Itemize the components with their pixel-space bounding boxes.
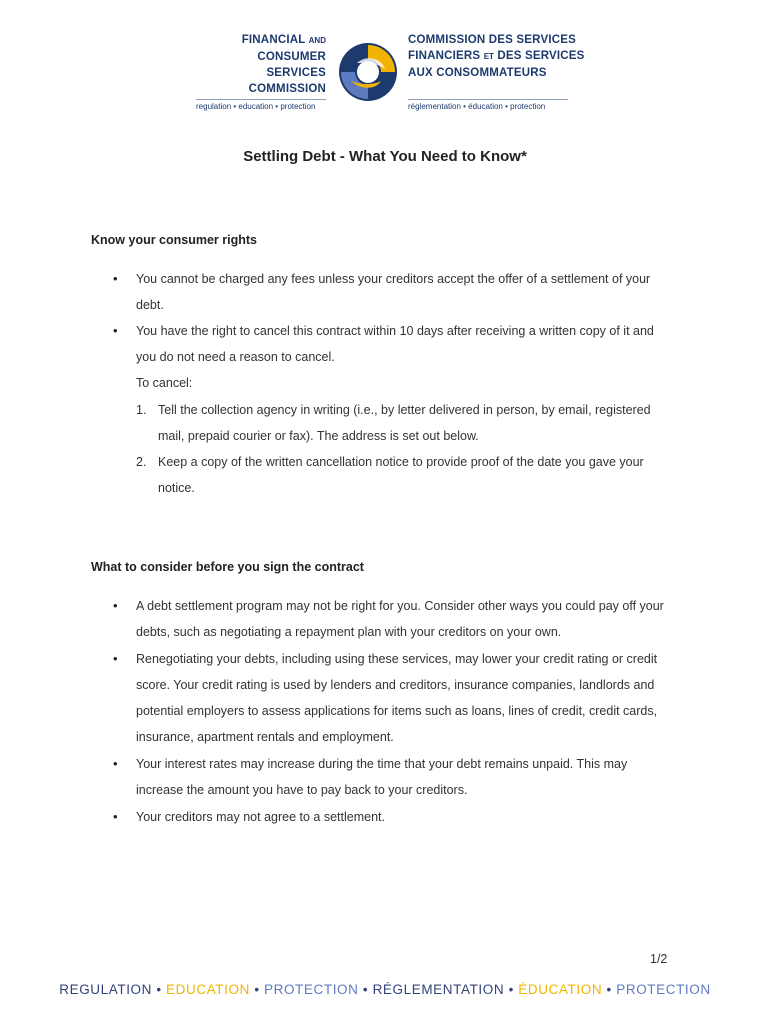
footer-separator: • [156, 982, 162, 997]
footer-separator: • [254, 982, 260, 997]
section-heading-before-signing: What to consider before you sign the contract [91, 560, 364, 574]
step-line: Keep a copy of the written cancellation notice to provide proof of the date you gave your [158, 455, 644, 469]
fcnb-emblem-icon [337, 41, 399, 103]
list-item-line: insurance, apartment rentals and employment. [136, 730, 394, 744]
letterhead [0, 20, 770, 111]
cancel-label: To cancel: [136, 376, 193, 390]
footer-tagline [0, 982, 770, 997]
footer-separator: • [362, 982, 369, 997]
footer-word: EDUCATION [166, 982, 250, 997]
step-number: 2. [136, 455, 147, 469]
footer-word: REGULATION [59, 982, 152, 997]
footer-separator: • [606, 982, 612, 997]
list-item-line: A debt settlement program may not be right for you. Consider other ways you could pay off your [136, 599, 664, 613]
list-item-line: increase the amount you have to pay back to your creditors. [136, 783, 468, 797]
list-item-line: debts, such as negotiating a repayment plan with your creditors on your own. [136, 625, 562, 639]
bullet-icon: • [113, 598, 118, 613]
list-item-line: You have the right to cancel this contract within 10 days after receiving a written copy of it and [136, 324, 654, 338]
bullet-icon: • [113, 271, 118, 286]
list-item-line: debt. [136, 298, 164, 312]
bullet-icon: • [113, 809, 118, 824]
footer-word: ÉDUCATION [518, 982, 603, 997]
step-line: Tell the collection agency in writing (i.e., by letter delivered in person, by email, registered [158, 403, 651, 417]
list-item-line: score. Your credit rating is used by lenders and creditors, insurance companies, landlords and [136, 678, 655, 692]
list-item-line: Your interest rates may increase during the time that your debt remains unpaid. This may [136, 757, 628, 771]
logo-english-name: FINANCIAL AND CONSUMER SERVICES COMMISSION [241, 34, 326, 95]
step-number: 1. [136, 403, 147, 417]
page-number: 1/2 [650, 952, 668, 966]
footer-word: RÉGLEMENTATION [372, 982, 505, 997]
step-line: mail, prepaid courier or fax). The address is set out below. [158, 429, 479, 443]
logo-rule-right [408, 99, 568, 100]
list-item-line: potential employers to assess applications for items such as loans, lines of credit, credit cards, [136, 704, 658, 718]
tagline-english: regulation • education • protection [196, 102, 316, 111]
bullet-icon: • [113, 651, 118, 666]
logo-rule-left [196, 99, 326, 100]
section-heading-consumer-rights: Know your consumer rights [91, 233, 257, 247]
step-line: notice. [158, 481, 195, 495]
footer-separator: • [508, 982, 514, 997]
logo-french-name: COMMISSION DES SERVICES FINANCIERS ET DES SERVICES AUX CONSOMMATEURS [408, 34, 585, 79]
bullet-icon: • [113, 323, 118, 338]
document-title: Settling Debt - What You Need to Know* [243, 148, 527, 165]
tagline-french: réglementation • éducation • protection [408, 102, 546, 111]
list-item-line: Renegotiating your debts, including using these services, may lower your credit rating or credit [136, 652, 658, 666]
footer-word: PROTECTION [616, 982, 711, 997]
list-item-line: You cannot be charged any fees unless your creditors accept the offer of a settlement of your [136, 272, 651, 286]
bullet-icon: • [113, 756, 118, 771]
list-item-line: you do not need a reason to cancel. [136, 350, 335, 364]
footer-word: PROTECTION [264, 982, 359, 997]
list-item-line: Your creditors may not agree to a settlement. [136, 810, 385, 824]
